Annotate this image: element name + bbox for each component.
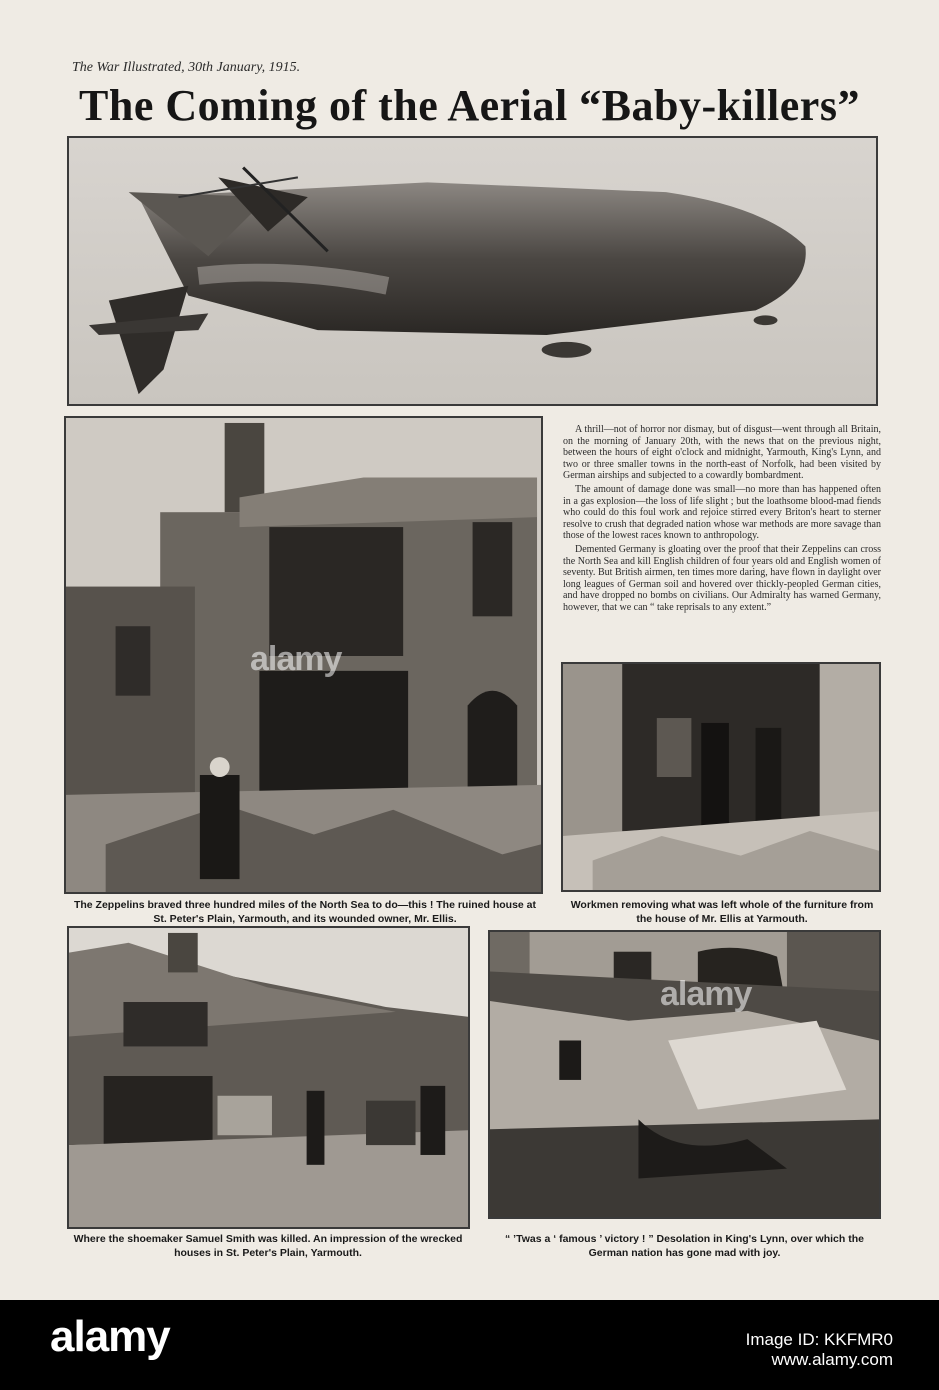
article-paragraph: The amount of damage done was small—no more than has happened often in a gas explosion—the loss of life slight ; but the loathsome blood-mad fiends who could do this foul work and rejoice stirred every Briton's heart to sterner resolve to crush that degraded nation whose war methods are more savage than those of the lowest races known to anthropology.: [563, 483, 881, 542]
shoemaker-caption: Where the shoemaker Samuel Smith was killed. An impression of the wrecked houses in St. Peter's Plain, Yarmouth.: [73, 1233, 463, 1259]
article-paragraph: A thrill—not of horror nor dismay, but of disgust—went through all Britain, on the morning of January 20th, with the news that on the previous night, between the hours of eight o'clock and midnight, Yarmouth, King's Lynn, and two or three smaller towns in the north-east of Norfolk, had been visited by German airships and subjected to a cowardly bombardment.: [563, 424, 881, 482]
watermark-logo: alamy: [250, 640, 342, 678]
alamy-logo: alamy: [50, 1312, 170, 1361]
shoemaker-photo: [67, 926, 470, 1229]
article-paragraph: Demented Germany is gloating over the proof that their Zeppelins can cross the North Sea and kill English children of four years old and English women of seventy. But British airmen, ten times more daring, have flown in daylight over long leagues of German soil and hovered over thickly-peopled German cities, and have dropped no bombs on civilians. Our Admiralty has warned Germany, however, that we can “ take reprisals to any extent.”: [563, 543, 881, 613]
ruined-house-caption: The Zeppelins braved three hundred miles of the North Sea to do—this ! The ruined house at St. Peter's Plain, Yarmouth, and its wounded owner, Mr. Ellis.: [73, 899, 537, 925]
article-text: [563, 424, 881, 616]
workmen-photo: [561, 662, 881, 892]
workmen-caption: Workmen removing what was left whole of the furniture from the house of Mr. Ellis at Yarmouth.: [570, 899, 874, 925]
image-id-label: Image ID: KKFMR0: [745, 1330, 893, 1349]
zeppelin-photo: [67, 136, 878, 406]
dateline: The War Illustrated, 30th January, 1915.: [72, 60, 301, 75]
kings-lynn-caption: “ ’Twas a ‘ famous ’ victory ! ” Desolation in King's Lynn, over which the German nation has gone mad with joy.: [505, 1233, 864, 1259]
kings-lynn-photo: [488, 930, 881, 1219]
watermark-logo: alamy: [660, 975, 752, 1013]
site-url[interactable]: www.alamy.com: [771, 1350, 893, 1369]
page-title: The Coming of the Aerial “Baby-killers”: [79, 81, 860, 130]
